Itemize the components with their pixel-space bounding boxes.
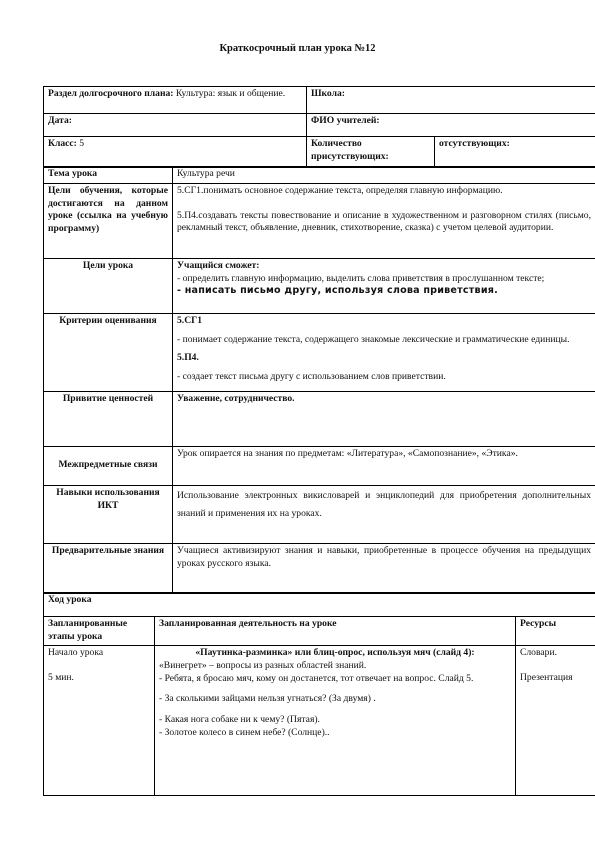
activity-cell <box>155 646 516 796</box>
ict-label-line-1: Навыки использования <box>56 487 160 498</box>
teacher-label: ФИО учителей: <box>307 114 595 137</box>
section-value: Культура: язык и общение. <box>175 88 286 99</box>
section-label: Раздел долгосрочного плана: <box>48 88 174 99</box>
criteria-item-2: - создает текст письма другу с использованием слов приветствии. <box>177 370 446 382</box>
cross-value: Урок опирается на знания по предметам: «Литература», «Самопознание», «Этика». <box>173 447 595 486</box>
criteria-code-1: 5.СГ1 <box>177 315 203 326</box>
prior-value: Учащиеся активизируют знания и навыки, приобретенные в процессе обучения на предыдущих уроках русского языка. <box>173 544 595 594</box>
present-label: Количество присутствующих: <box>307 137 435 168</box>
col-resources: Ресурсы <box>516 617 595 646</box>
stage-time: 5 мин. <box>48 671 74 683</box>
prior-label: Предварительные знания <box>44 544 173 594</box>
topic-label: Тема урока <box>44 167 173 184</box>
class-value: 5 <box>79 138 85 149</box>
ict-label-line-2: ИКТ <box>97 499 119 511</box>
resources-cell <box>516 646 595 796</box>
stage-cell <box>44 646 155 796</box>
activity-line: - Какая нога собаке ни к чему? (Пятая). <box>159 713 320 725</box>
lesson-goals-cell <box>173 259 595 314</box>
criteria-cell <box>173 314 595 392</box>
date-label: Дата: <box>44 114 307 137</box>
course-table <box>43 592 595 796</box>
criteria-item-1: - понимает содержание текста, содержащего знакомые лексические и грамматические единицы. <box>177 333 570 345</box>
ict-label <box>44 486 173 544</box>
lesson-goals-label: Цели урока <box>44 259 173 314</box>
criteria-label: Критерии оценивания <box>44 314 173 392</box>
resource-item: Словари. <box>520 647 557 659</box>
activity-line: - Ребята, я бросаю мяч, кому он достанется, тот отвечает на вопрос. Слайд 5. <box>159 672 474 684</box>
ict-value: Использование электронных викисловарей и энциклопедий для приобретения дополнительных знаний и применения их на уроках. <box>173 486 595 544</box>
section-cell <box>44 87 307 114</box>
col-stage: Запланированные этапы урока <box>44 617 155 646</box>
lesson-goals-item-2: - написать письмо другу, используя слова приветствия. <box>177 285 498 297</box>
course-heading: Ход урока <box>44 593 595 617</box>
activity-line: - Золотое колесо в синем небе? (Солнце).. <box>159 726 330 738</box>
goals-label: Цели обучения, которые достигаются на данном уроке (ссылка на учебную программу) <box>44 184 173 259</box>
lesson-goals-head: Учащийся сможет: <box>177 260 260 271</box>
goals-item-2: 5.П4.создавать тексты повествование и описание в художественном и разговорном стилях (письмо, рекламный текст, объявление, дневник, стихотворение, сказка) с учетом целевой аудитории. <box>177 209 591 234</box>
plan-table <box>43 166 595 594</box>
class-label: Класс: <box>48 138 77 149</box>
header-table <box>43 86 595 168</box>
criteria-code-2: 5.П4. <box>177 352 199 364</box>
page-title: Краткосрочный план урока №12 <box>219 43 376 54</box>
activity-line: «Винегрет» – вопросы из разных областей знаний. <box>159 659 367 671</box>
cross-label: Межпредметные связи <box>44 447 173 486</box>
values-value: Уважение, сотрудничество. <box>173 392 595 447</box>
goals-cell <box>173 184 595 259</box>
class-cell <box>44 137 307 168</box>
values-label: Привитие ценностей <box>44 392 173 447</box>
absent-label: отсутствующих: <box>435 137 595 168</box>
activity-title: «Паутинка-разминка» или блиц-опрос, используя мяч (слайд 4): <box>195 647 475 659</box>
stage-name: Начало урока <box>48 647 104 659</box>
lesson-goals-item-1: - определить главную информацию, выделить слова приветствия в прослушанном тексте; <box>177 272 545 284</box>
topic-value: Культура речи <box>173 167 595 184</box>
goals-item-1: 5.СГ1.понимать основное содержание текста, определяя главную информацию. <box>177 185 503 196</box>
col-activity: Запланированная деятельность на уроке <box>155 617 516 646</box>
resource-item: Презентация <box>520 671 573 683</box>
school-label: Школа: <box>307 87 595 114</box>
activity-line: - За сколькими зайцами нельзя угнаться? (За двумя) . <box>159 693 376 705</box>
